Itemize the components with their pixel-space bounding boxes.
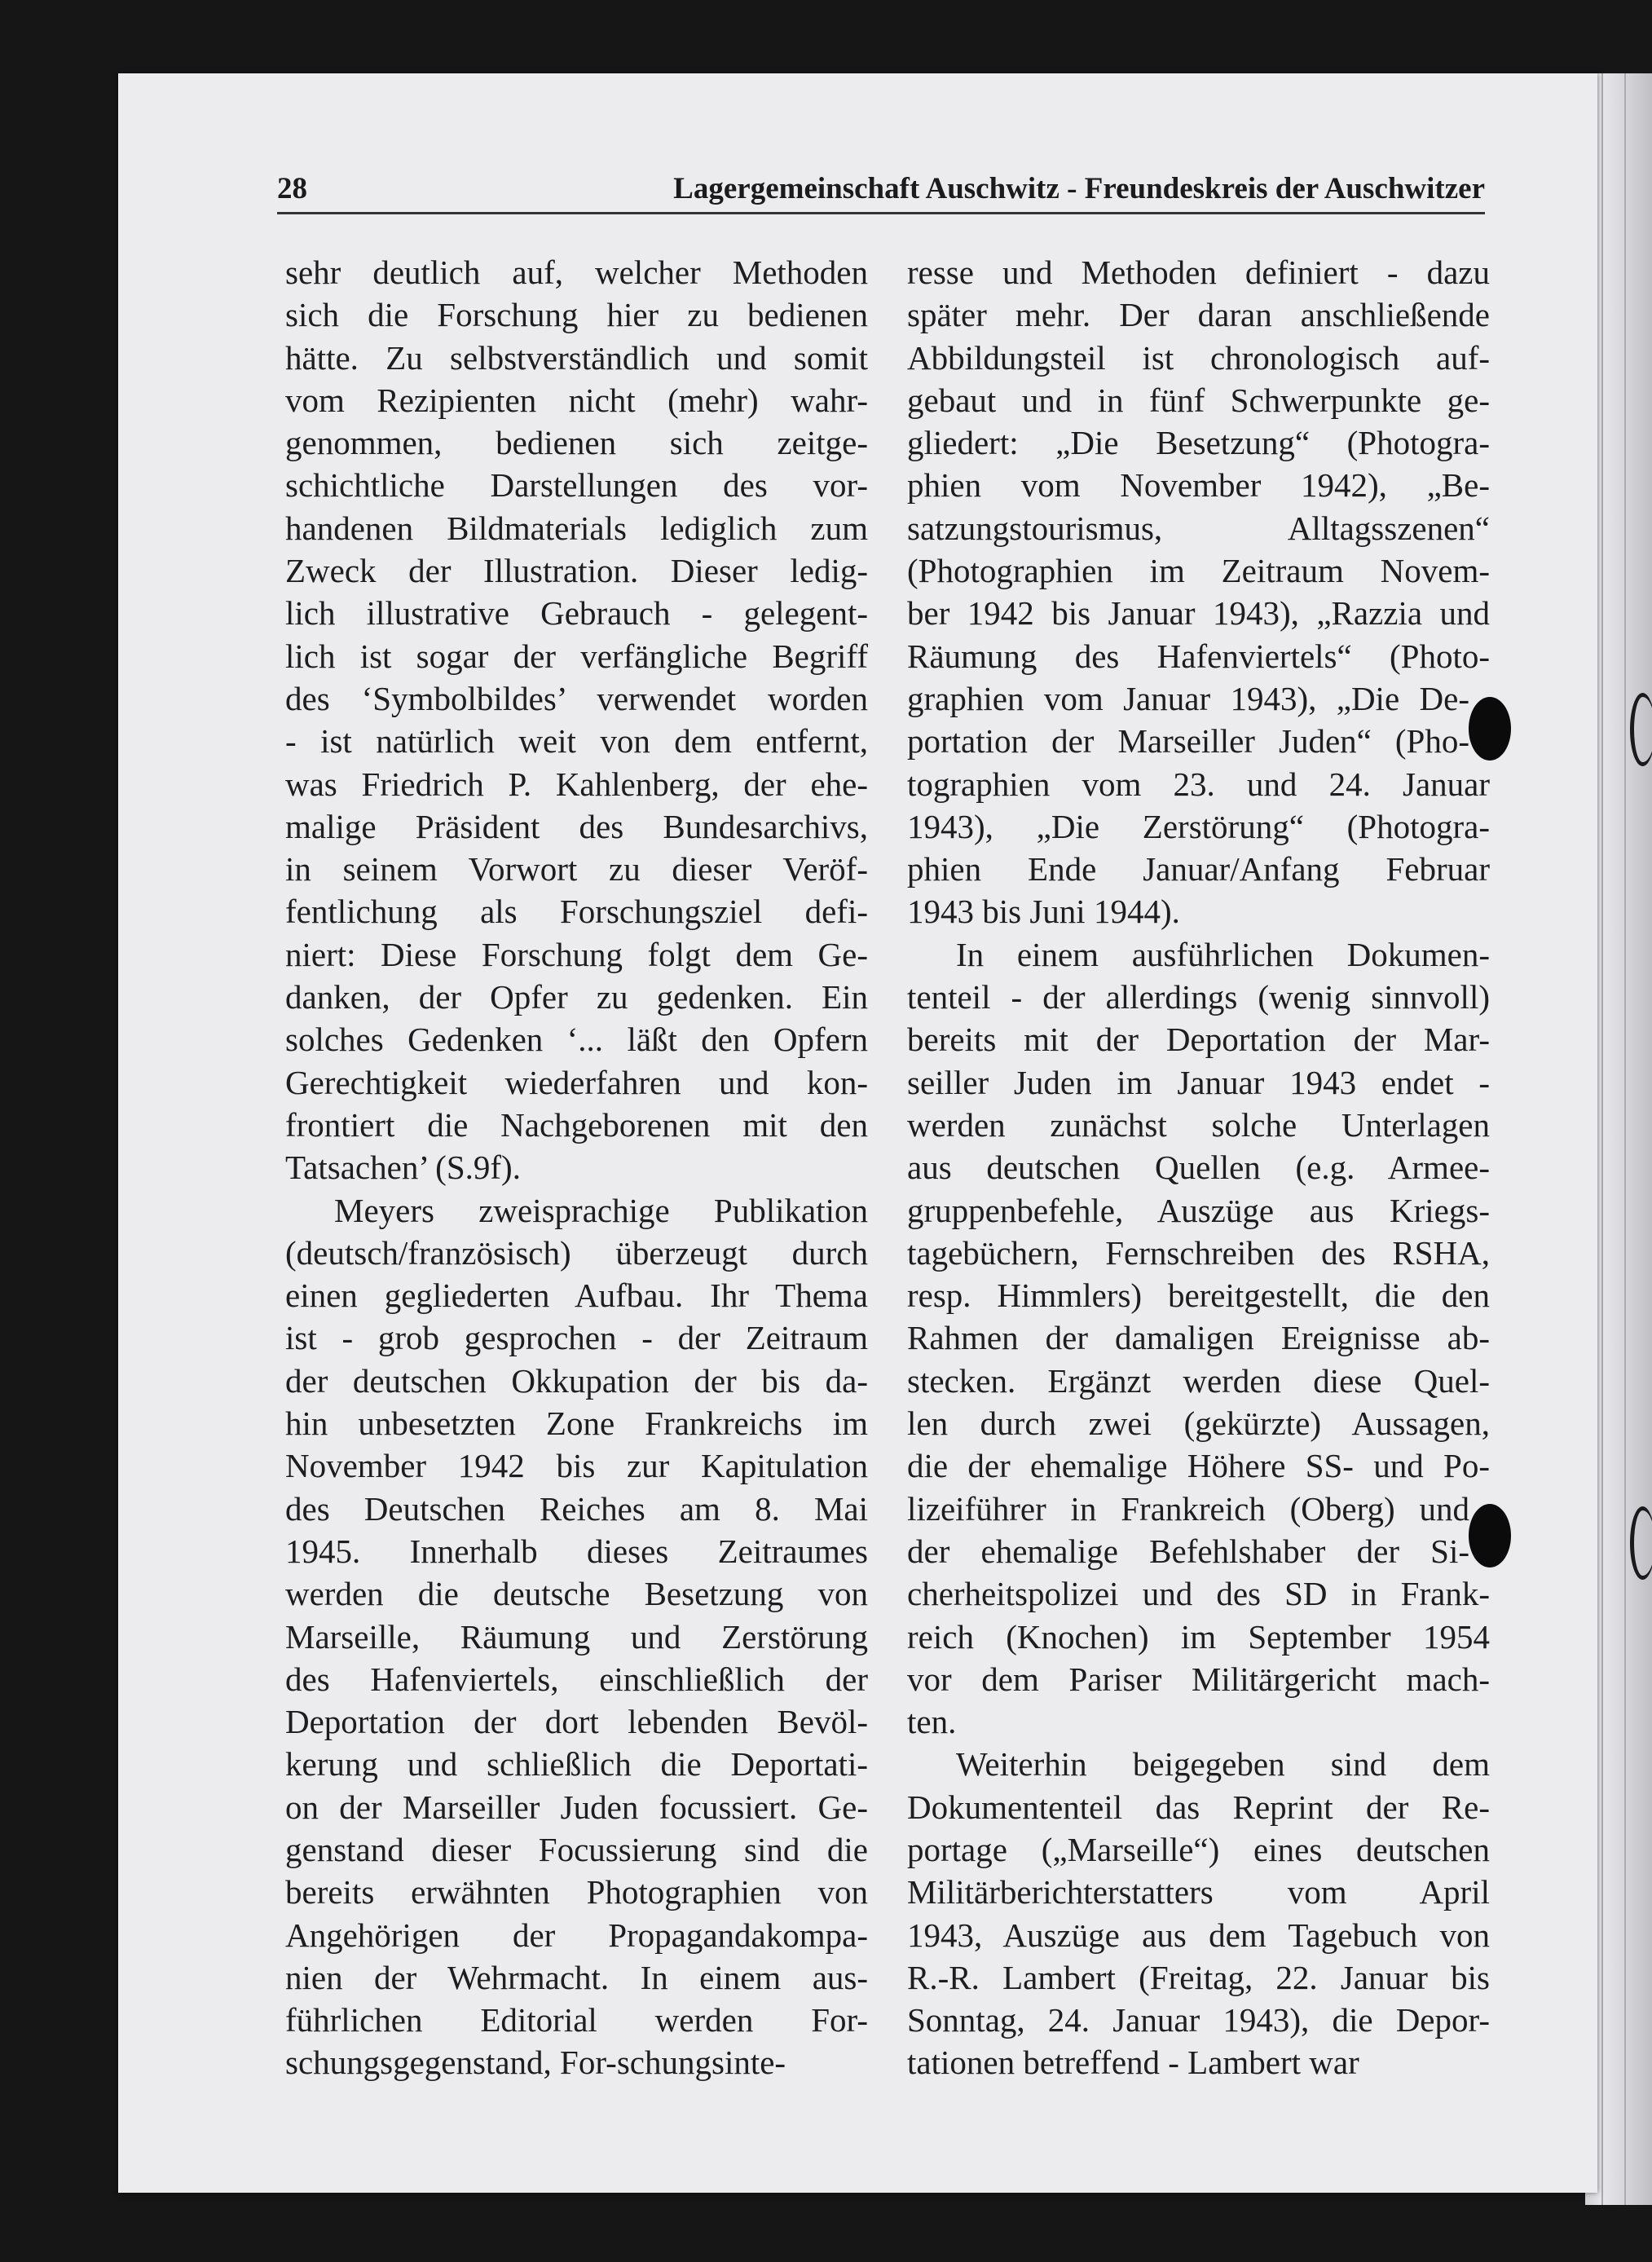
text-line: Rahmen der damaligen Ereignisse ab-	[907, 1319, 1490, 1357]
text-line: solches Gedenken ‘... läßt den Opfern	[285, 1021, 868, 1059]
text-line: In einem ausführlichen Dokumen-	[956, 935, 1490, 973]
text-line: nien der Wehrmacht. In einem aus-	[285, 1958, 868, 1996]
left-column	[285, 251, 868, 2084]
text-line: später mehr. Der daran anschließende	[907, 296, 1490, 334]
text-line: Gerechtigkeit wiederfahren und kon-	[285, 1063, 868, 1101]
text-line: aus deutschen Quellen (e.g. Armee-	[907, 1149, 1490, 1187]
text-line: cherheitspolizei und des SD in Frank-	[907, 1575, 1490, 1613]
text-line: lizeiführer in Frankreich (Oberg) und	[907, 1489, 1469, 1528]
text-line: der ehemalige Befehlshaber der Si-	[907, 1532, 1469, 1570]
right-column	[907, 251, 1490, 2084]
text-line: malige Präsident des Bundesarchivs,	[285, 807, 868, 845]
text-line: tationen betreffend - Lambert war	[907, 2044, 1359, 2082]
text-line: vor dem Pariser Militärgericht mach-	[907, 1660, 1490, 1698]
text-line: handenen Bildmaterials lediglich zum	[285, 509, 868, 547]
text-line: ber 1942 bis Januar 1943), „Razzia und	[907, 594, 1490, 633]
text-line: stecken. Ergänzt werden diese Quel-	[907, 1361, 1490, 1400]
text-line: portation der Marseiller Juden“ (Pho-	[907, 722, 1469, 761]
text-line: lich illustrative Gebrauch - gelegent-	[285, 594, 868, 633]
text-line: Weiterhin beigegeben sind dem	[956, 1745, 1490, 1784]
text-line: genstand dieser Focussierung sind die	[285, 1830, 868, 1868]
text-line: reich (Knochen) im September 1954	[907, 1617, 1490, 1656]
text-line: Sonntag, 24. Januar 1943), die Depor-	[907, 2001, 1490, 2039]
text-line: (deutsch/französisch) überzeugt durch	[285, 1233, 868, 1272]
text-line: 1945. Innerhalb dieses Zeitraumes	[285, 1532, 868, 1570]
text-line: gruppenbefehle, Auszüge aus Kriegs-	[907, 1191, 1490, 1229]
text-line: November 1942 bis zur Kapitulation	[285, 1447, 868, 1485]
edge-punch-hole	[1630, 1506, 1652, 1580]
text-line: phien vom November 1942), „Be-	[907, 466, 1490, 505]
text-line: tenteil - der allerdings (wenig sinnvoll)	[907, 978, 1490, 1016]
text-line: die der ehemalige Höhere SS- und Po-	[907, 1447, 1490, 1485]
text-line: bereits erwähnten Photographien von	[285, 1873, 868, 1911]
text-line: resse und Methoden definiert - dazu	[907, 254, 1490, 291]
text-line: Abbildungsteil ist chronologisch auf-	[907, 338, 1490, 377]
text-line: Militärberichterstatters vom April	[907, 1873, 1490, 1911]
text-line: in seinem Vorwort zu dieser Veröf-	[285, 850, 868, 888]
text-line: Angehörigen der Propagandakompa-	[285, 1916, 868, 1954]
punch-hole	[1469, 1504, 1511, 1568]
text-line: tagebüchern, Fernschreiben des RSHA,	[907, 1233, 1490, 1272]
text-line: sehr deutlich auf, welcher Methoden	[285, 254, 868, 291]
text-line: sich die Forschung hier zu bedienen	[285, 296, 868, 334]
text-line: lich ist sogar der verfängliche Begriff	[285, 637, 868, 675]
text-line: len durch zwei (gekürzte) Aussagen,	[907, 1404, 1490, 1443]
text-line: fentlichung als Forschungsziel defi-	[285, 893, 868, 931]
text-line: der deutschen Okkupation der bis da-	[285, 1361, 868, 1400]
text-line: werden die deutsche Besetzung von	[285, 1575, 868, 1613]
text-line: (Photographien im Zeitraum Novem-	[907, 552, 1490, 590]
text-line: gliedert: „Die Besetzung“ (Photogra-	[907, 424, 1490, 462]
text-line: on der Marseiller Juden focussiert. Ge-	[285, 1788, 868, 1826]
text-line: graphien vom Januar 1943), „Die De-	[907, 679, 1469, 717]
edge-line	[1601, 73, 1603, 2205]
text-line: Räumung des Hafenviertels“ (Photo-	[907, 637, 1490, 675]
text-line: 1943), „Die Zerstörung“ (Photogra-	[907, 807, 1490, 845]
text-line: R.-R. Lambert (Freitag, 22. Januar bis	[907, 1958, 1490, 1996]
page-number: 28	[277, 172, 307, 205]
text-line: Tatsachen’ (S.9f).	[285, 1149, 521, 1187]
text-line: des Hafenviertels, einschließlich der	[285, 1660, 868, 1698]
text-line: Marseille, Räumung und Zerstörung	[285, 1617, 868, 1656]
text-line: danken, der Opfer zu gedenken. Ein	[285, 978, 868, 1016]
text-line: tographien vom 23. und 24. Januar	[907, 765, 1490, 803]
text-line: gebaut und in fünf Schwerpunkte ge-	[907, 381, 1490, 419]
text-line: Zweck der Illustration. Dieser ledig-	[285, 552, 868, 590]
text-line: des ‘Symbolbildes’ verwendet worden	[285, 679, 868, 717]
text-line: Dokumententeil das Reprint der Re-	[907, 1788, 1490, 1826]
text-line: Deportation der dort lebenden Bevöl-	[285, 1703, 868, 1741]
text-line: 1943, Auszüge aus dem Tagebuch von	[907, 1916, 1490, 1954]
text-line: einen gegliederten Aufbau. Ihr Thema	[285, 1277, 868, 1315]
text-line: seiller Juden im Januar 1943 endet -	[907, 1063, 1490, 1101]
text-line: niert: Diese Forschung folgt dem Ge-	[285, 935, 868, 973]
text-line: vom Rezipienten nicht (mehr) wahr-	[285, 381, 868, 419]
punch-hole	[1469, 697, 1511, 761]
text-line: hin unbesetzten Zone Frankreichs im	[285, 1404, 868, 1443]
text-line: bereits mit der Deportation der Mar-	[907, 1021, 1490, 1059]
text-line: genommen, bedienen sich zeitge-	[285, 424, 868, 462]
text-line: ist - grob gesprochen - der Zeitraum	[285, 1319, 868, 1357]
text-line: führlichen Editorial werden For-	[285, 2001, 868, 2039]
text-line: hätte. Zu selbstverständlich und somit	[285, 338, 868, 377]
text-line: Meyers zweisprachige Publikation	[334, 1191, 868, 1229]
text-line: phien Ende Januar/Anfang Februar	[907, 850, 1490, 888]
text-line: schungsgegenstand, For-schungsinte-	[285, 2044, 786, 2082]
text-line: 1943 bis Juni 1944).	[907, 893, 1180, 931]
text-line: satzungstourismus, Alltagsszenen“	[907, 509, 1490, 547]
edge-punch-hole	[1630, 693, 1652, 766]
text-line: was Friedrich P. Kahlenberg, der ehe-	[285, 765, 868, 803]
text-line: - ist natürlich weit von dem entfernt,	[285, 722, 868, 761]
page-header	[277, 171, 1485, 214]
text-line: kerung und schließlich die Deportati-	[285, 1745, 868, 1784]
text-line: frontiert die Nachgeborenen mit den	[285, 1105, 868, 1144]
edge-line	[1624, 73, 1626, 2205]
running-head: Lagergemeinschaft Auschwitz - Freundeskreis der Auschwitzer	[673, 172, 1485, 205]
text-line: ten.	[907, 1703, 957, 1741]
text-line: portage („Marseille“) eines deutschen	[907, 1830, 1490, 1868]
text-line: resp. Himmlers) bereitgestellt, die den	[907, 1277, 1490, 1315]
text-line: schichtliche Darstellungen des vor-	[285, 466, 868, 505]
text-line: des Deutschen Reiches am 8. Mai	[285, 1489, 868, 1528]
text-line: werden zunächst solche Unterlagen	[907, 1105, 1490, 1144]
